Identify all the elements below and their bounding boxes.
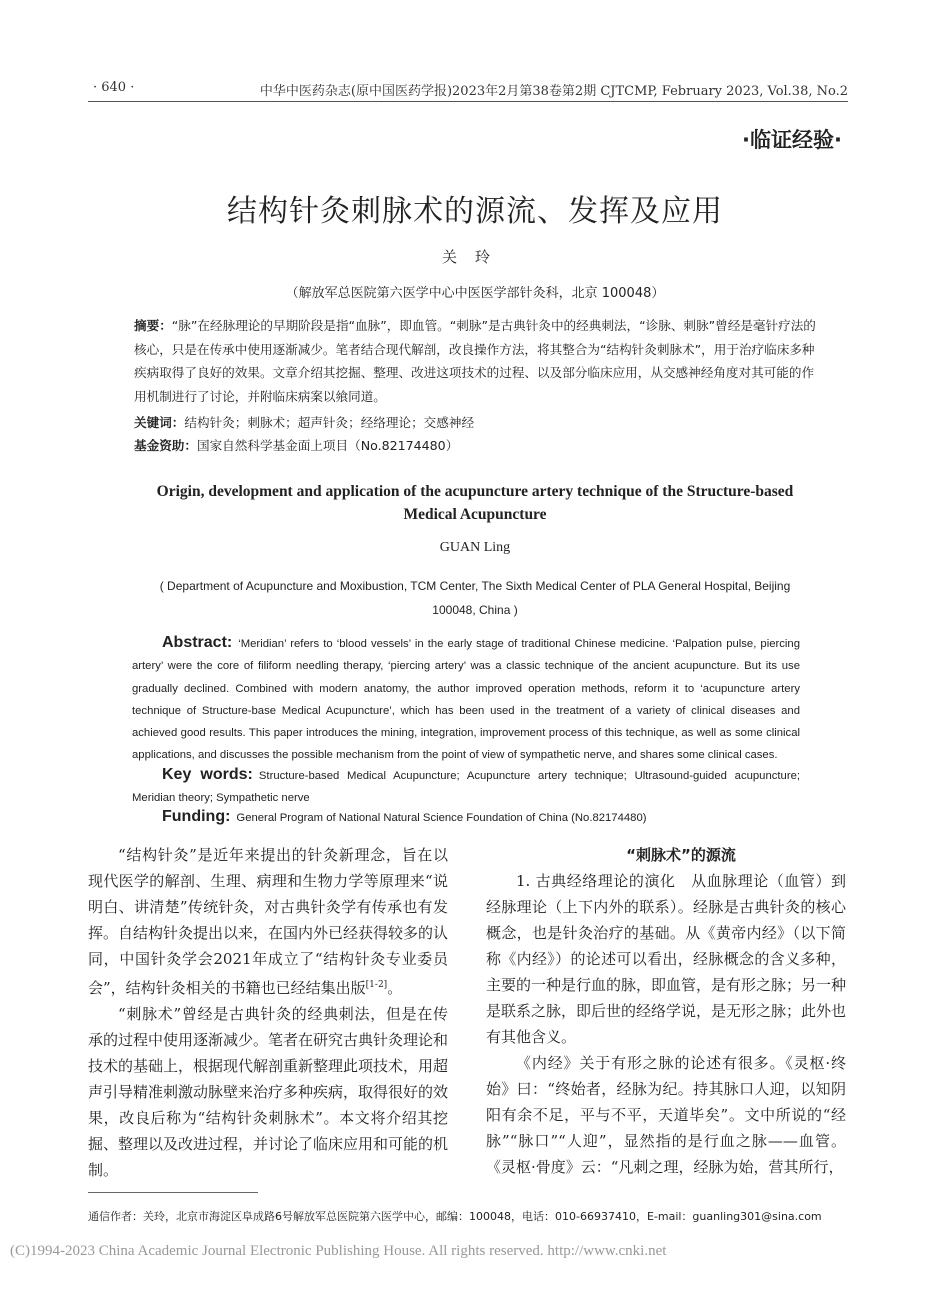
footnote-rule bbox=[88, 1192, 258, 1193]
keywords-cn-text: 结构针灸；刺脉术；超声针灸；经络理论；交感神经 bbox=[184, 415, 475, 430]
funding-en-label: Funding: bbox=[162, 808, 231, 825]
body-right-column bbox=[486, 842, 846, 1180]
page-number: · 640 · bbox=[93, 80, 135, 95]
paper-title: 结构针灸刺脉术的源流、发挥及应用 bbox=[227, 194, 723, 229]
english-author: GUAN Ling bbox=[439, 540, 511, 555]
citation[interactable]: [1-2] bbox=[365, 980, 388, 990]
body-left-column bbox=[88, 842, 448, 1183]
body-paragraph: 《内经》关于有形之脉的论述有很多。《灵枢·终始》曰：“终始者，经脉为纪。持其脉口人迎，以知阴阳有余不足，平与不平，天道毕矣”。文中所说的“经脉”“脉口”“人迎”，显然指的是行血之脉——血管。《灵枢·骨度》云：“凡刺之理，经脉为始，营其所行， bbox=[486, 1054, 846, 1176]
keywords-en bbox=[132, 764, 800, 810]
funding-cn bbox=[134, 434, 820, 458]
funding-cn-text: 国家自然科学基金面上项目（No.82174480） bbox=[196, 438, 459, 453]
abstract-en-label: Abstract: bbox=[162, 634, 233, 651]
author-name: 关玲 bbox=[441, 248, 508, 266]
correspondence-footnote: 通信作者：关玲，北京市海淀区阜成路6号解放军总医院第六医学中心，邮编：100048，电话：010-66937410，E-mail：guanling301@sina.com bbox=[88, 1210, 822, 1223]
keywords-cn-label: 关键词： bbox=[134, 415, 185, 430]
section-heading: “刺脉术”的源流 bbox=[626, 846, 736, 864]
keywords-en-label: Key words: bbox=[162, 766, 253, 783]
body-text: “结构针灸”是近年来提出的针灸新理念，旨在以现代医学的解剖、生理、病理和生物力学等原理来“说明白、讲清楚”传统针灸，对古典针灸学有传承也有发挥。自结构针灸提出以来，在国内外已经获得较多的认同，中国针灸学会2021年成立了“结构针灸专业委员会”，结构针灸相关的书籍也已经结集出版 bbox=[88, 846, 449, 997]
abstract-cn-text: “脉”在经脉理论的早期阶段是指“血脉”，即血管。“刺脉”是古典针灸中的经典刺法，“诊脉、刺脉”曾经是毫针疗法的核心，只是在传承中使用逐渐减少。笔者结合现代解剖，改良操作方法，将其整合为“结构针灸刺脉术”，用于治疗临床多种疾病取得了良好的效果。文章介绍其挖掘、整理、改进这项技术的过程、以及部分临床应用，从交感神经角度对其可能的作用机制进行了讨论，并附临床病案以飨同道。 bbox=[134, 318, 816, 404]
english-title: Origin, development and application of the acupuncture artery technique of the Structure-based Medical Acupuncture bbox=[156, 483, 794, 523]
body-paragraph bbox=[88, 842, 448, 1001]
affiliation: （解放军总医院第六医学中心中医医学部针灸科，北京 100048） bbox=[285, 286, 665, 301]
funding-cn-label: 基金资助： bbox=[134, 438, 197, 453]
body-text: 。 bbox=[387, 979, 403, 997]
funding-en-text: General Program of National Natural Science Foundation of China (No.82174480) bbox=[236, 812, 647, 824]
journal-header: 中华中医药杂志(原中国医药学报)2023年2月第38卷第2期 CJTCMP, February 2023, Vol.38, No.2 bbox=[259, 84, 848, 99]
body-paragraph: 1. 古典经络理论的演化 从血脉理论（血管）到经脉理论（上下内外的联系）。经脉是古典针灸的核心概念，也是针灸治疗的基础。从《黄帝内经》（以下简称《内经》）的论述可以看出，经脉概念的含义多种，主要的一种是行血的脉，即血管，是有形之脉；另一种是联系之脉，即后世的经络学说，是无形之脉；此外也有其他含义。 bbox=[486, 872, 847, 1046]
keywords-cn bbox=[134, 411, 820, 435]
funding-en bbox=[132, 806, 800, 829]
english-affiliation: ( Department of Acupuncture and Moxibustion, TCM Center, The Sixth Medical Center of PLA General Hospital, Beijing 100048, China ) bbox=[159, 579, 791, 617]
abstract-en-text: ‘Meridian’ refers to ‘blood vessels’ in the early stage of traditional Chinese medicine. ‘Palpation pulse, piercing artery’ were the core of filiform needling therapy, ‘piercing artery’ was a classic technique of the ancient acupuncture. But its use gradually declined. Combined with modern anatomy, the author improved operation methods, reform it to ‘acupuncture artery technique of Structure-base Medical Acupuncture’, which has been used in the treatment of a variety of clinical diseases and achieved good results. This paper introduces the mining, integration, improvement process of this technique, as well as some clinical applications, and discusses the possible mechanism from the point of view of sympathetic nerve, and shares some clinical cases. bbox=[132, 638, 800, 762]
abstract-cn bbox=[134, 314, 820, 408]
section-tag: ·临证经验· bbox=[742, 128, 842, 152]
abstract-cn-label: 摘要： bbox=[134, 318, 172, 333]
copyright-line: (C)1994-2023 China Academic Journal Electronic Publishing House. All rights reserved. http://www.cnki.net bbox=[10, 1243, 667, 1259]
body-paragraph: “刺脉术”曾经是古典针灸的经典刺法，但是在传承的过程中使用逐渐减少。笔者在研究古典针灸理论和技术的基础上，根据现代解剖重新整理此项技术，用超声引导精准刺激动脉壁来治疗多种疾病，取得很好的效果，改良后称为“结构针灸刺脉术”。本文将介绍其挖掘、整理以及改进过程，并讨论了临床应用和可能的机制。 bbox=[88, 1005, 449, 1179]
abstract-en bbox=[132, 632, 800, 767]
header-rule bbox=[88, 101, 848, 102]
keywords-en-text: Structure-based Medical Acupuncture; Acupuncture artery technique; Ultrasound-guided acupuncture; Meridian theory; Sympathetic nerve bbox=[132, 770, 800, 805]
